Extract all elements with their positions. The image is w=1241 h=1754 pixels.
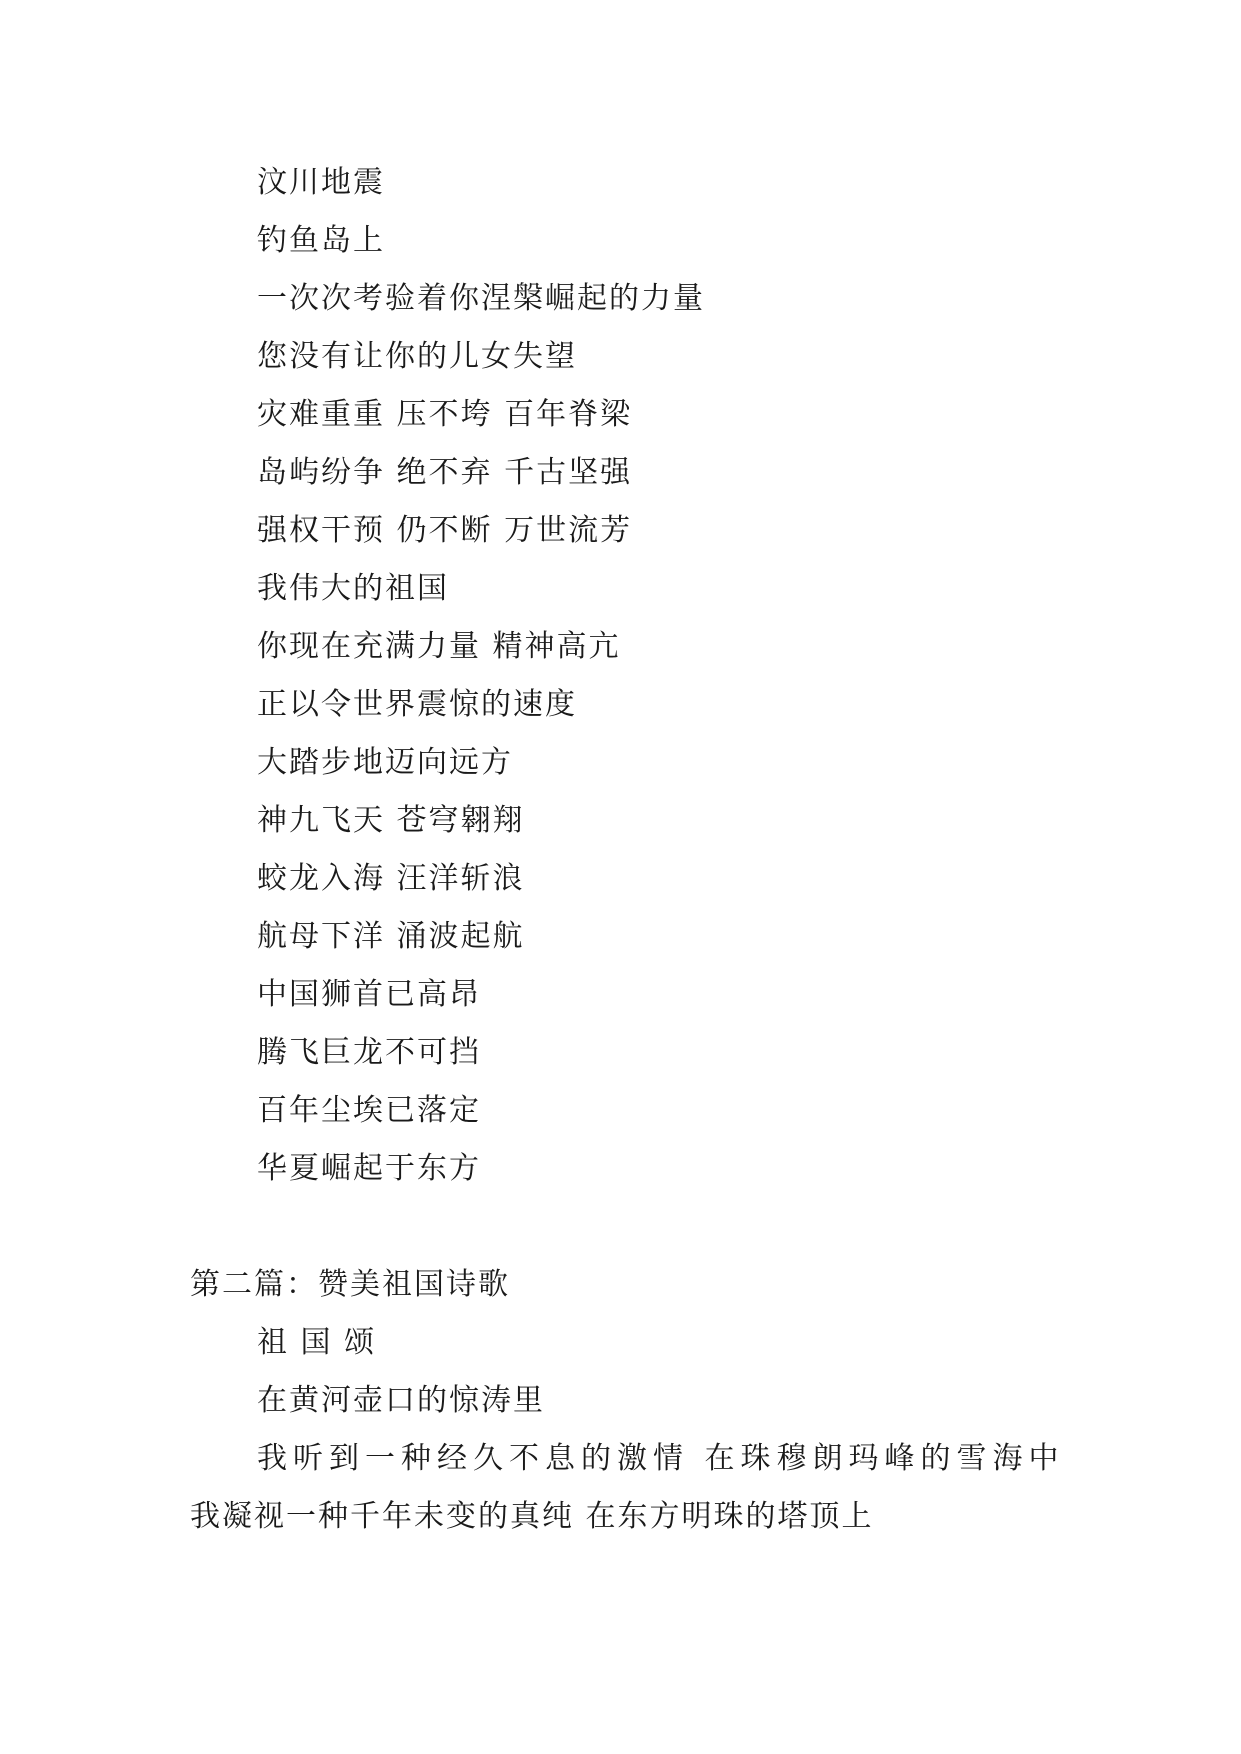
poem-line: 腾飞巨龙不可挡 [257, 1035, 481, 1070]
poem-line: 百年尘埃已落定 [257, 1093, 481, 1128]
poem-line: 一次次考验着你涅槃崛起的力量 [257, 281, 705, 316]
poem-line: 大踏步地迈向远方 [257, 745, 513, 780]
poem-line: 正以令世界震惊的速度 [257, 687, 577, 722]
section-heading: 第二篇：赞美祖国诗歌 [190, 1267, 510, 1302]
poem-line: 航母下洋 涌波起航 [257, 919, 525, 954]
poem-line: 我伟大的祖国 [257, 571, 449, 606]
poem-line: 中国狮首已高昂 [257, 977, 481, 1012]
poem-line: 您没有让你的儿女失望 [257, 339, 577, 374]
poem-line: 钓鱼岛上 [257, 223, 385, 258]
poem-line: 在黄河壶口的惊涛里 [257, 1383, 545, 1418]
poem-line: 我听到一种经久不息的激情 在珠穆朗玛峰的雪海中 [257, 1441, 1065, 1476]
poem-line: 神九飞天 苍穹翱翔 [257, 803, 525, 838]
poem-line: 岛屿纷争 绝不弃 千古坚强 [257, 455, 633, 490]
poem-title: 祖 国 颂 [257, 1325, 377, 1360]
poem-line: 华夏崛起于东方 [257, 1151, 481, 1186]
poem-line: 灾难重重 压不垮 百年脊梁 [257, 397, 633, 432]
poem-line: 蛟龙入海 汪洋斩浪 [257, 861, 525, 896]
poem-line: 强权干预 仍不断 万世流芳 [257, 513, 633, 548]
poem-line: 我凝视一种千年未变的真纯 在东方明珠的塔顶上 [190, 1499, 874, 1534]
poem-line: 你现在充满力量 精神高亢 [257, 629, 621, 664]
poem-line: 汶川地震 [257, 165, 385, 200]
